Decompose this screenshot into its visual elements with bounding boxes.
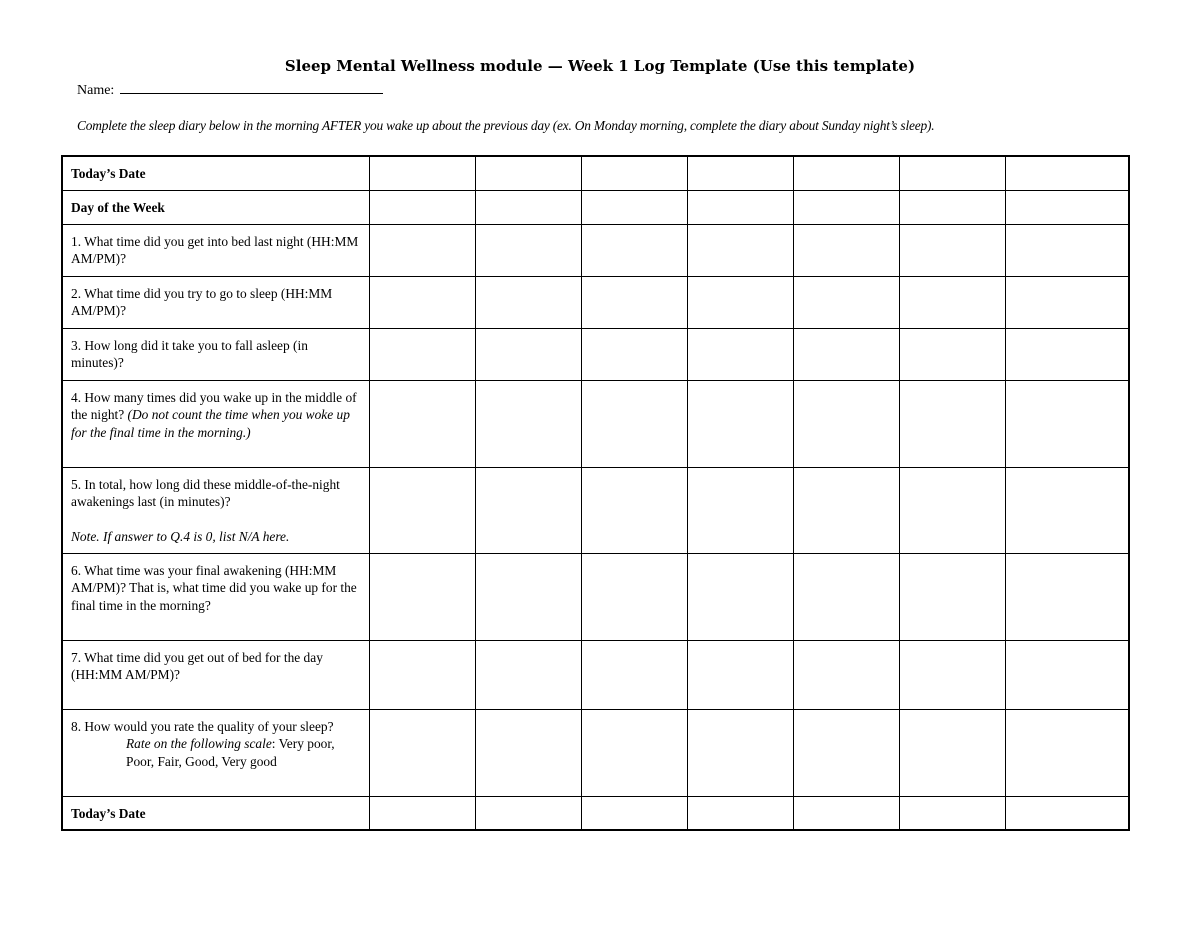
day-cell[interactable] — [688, 467, 794, 553]
day-cell[interactable] — [582, 796, 688, 830]
day-cell[interactable] — [1006, 190, 1130, 224]
day-cell[interactable] — [794, 224, 900, 276]
day-cell[interactable] — [794, 156, 900, 190]
day-cell[interactable] — [688, 640, 794, 709]
row-label-q3: 3. How long did it take you to fall asleep (in minutes)? — [62, 328, 370, 380]
day-cell[interactable] — [476, 380, 582, 467]
day-cell[interactable] — [370, 709, 476, 796]
day-cell[interactable] — [582, 224, 688, 276]
day-cell[interactable] — [370, 224, 476, 276]
row-label-q1: 1. What time did you get into bed last night (HH:MM AM/PM)? — [62, 224, 370, 276]
day-cell[interactable] — [794, 380, 900, 467]
day-cell[interactable] — [476, 276, 582, 328]
row-label-q5 — [62, 467, 370, 553]
day-cell[interactable] — [900, 328, 1006, 380]
table-row-q1 — [62, 224, 1129, 276]
day-cell[interactable] — [688, 553, 794, 640]
day-cell[interactable] — [688, 709, 794, 796]
day-cell[interactable] — [1006, 640, 1130, 709]
day-cell[interactable] — [476, 709, 582, 796]
day-cell[interactable] — [1006, 709, 1130, 796]
name-blank-line[interactable] — [120, 79, 383, 94]
day-cell[interactable] — [900, 156, 1006, 190]
day-cell[interactable] — [370, 190, 476, 224]
day-cell[interactable] — [688, 190, 794, 224]
day-cell[interactable] — [476, 640, 582, 709]
table-row-todays-date-bottom — [62, 796, 1129, 830]
row-label-q8 — [62, 709, 370, 796]
day-cell[interactable] — [476, 156, 582, 190]
day-cell[interactable] — [370, 276, 476, 328]
day-cell[interactable] — [582, 328, 688, 380]
day-cell[interactable] — [900, 640, 1006, 709]
q5-note: Note. If answer to Q.4 is 0, list N/A here. — [71, 528, 290, 544]
page-title: Sleep Mental Wellness module — Week 1 Log Template (Use this template) — [284, 57, 916, 75]
day-cell[interactable] — [582, 553, 688, 640]
day-cell[interactable] — [688, 328, 794, 380]
day-cell[interactable] — [582, 380, 688, 467]
day-cell[interactable] — [900, 224, 1006, 276]
table-row-q8 — [62, 709, 1129, 796]
table-row-day-of-week — [62, 190, 1129, 224]
day-cell[interactable] — [1006, 796, 1130, 830]
day-cell[interactable] — [476, 224, 582, 276]
day-cell[interactable] — [688, 796, 794, 830]
day-cell[interactable] — [794, 190, 900, 224]
day-cell[interactable] — [476, 328, 582, 380]
day-cell[interactable] — [582, 156, 688, 190]
q4-note: (Do not count the time when you woke up for the final time in the morning.) — [71, 407, 350, 440]
q8-scale — [71, 735, 363, 770]
day-cell[interactable] — [688, 276, 794, 328]
row-label-todays-date-bottom: Today’s Date — [62, 796, 370, 830]
day-cell[interactable] — [900, 709, 1006, 796]
day-cell[interactable] — [476, 796, 582, 830]
table-row-q2 — [62, 276, 1129, 328]
day-cell[interactable] — [1006, 328, 1130, 380]
q8-scale-label: Rate on the following scale — [126, 736, 272, 751]
table-row-q4 — [62, 380, 1129, 467]
q8-text: 8. How would you rate the quality of your sleep? — [71, 718, 334, 734]
day-cell[interactable] — [476, 190, 582, 224]
day-cell[interactable] — [476, 467, 582, 553]
row-label-q2: 2. What time did you try to go to sleep (HH:MM AM/PM)? — [62, 276, 370, 328]
day-cell[interactable] — [1006, 276, 1130, 328]
instructions-text: Complete the sleep diary below in the morning AFTER you wake up about the previous day (ex. On Monday morning, complete the diary about Sunday night’s sleep). — [77, 118, 935, 133]
day-cell[interactable] — [900, 796, 1006, 830]
day-cell[interactable] — [370, 640, 476, 709]
day-cell[interactable] — [582, 640, 688, 709]
q4-text: 4. How many times did you wake up in the middle of the night? — [71, 389, 357, 422]
day-cell[interactable] — [476, 553, 582, 640]
day-cell[interactable] — [370, 796, 476, 830]
table-row-q5 — [62, 467, 1129, 553]
day-cell[interactable] — [900, 190, 1006, 224]
day-cell[interactable] — [370, 553, 476, 640]
day-cell[interactable] — [794, 467, 900, 553]
day-cell[interactable] — [1006, 224, 1130, 276]
day-cell[interactable] — [1006, 156, 1130, 190]
row-label-q4 — [62, 380, 370, 467]
name-field-row — [77, 79, 383, 99]
day-cell[interactable] — [370, 467, 476, 553]
day-cell[interactable] — [688, 380, 794, 467]
day-cell[interactable] — [1006, 467, 1130, 553]
day-cell[interactable] — [1006, 553, 1130, 640]
name-label: Name: — [77, 83, 115, 98]
sleep-diary-table — [61, 155, 1130, 831]
q5-text: 5. In total, how long did these middle-of-the-night awakenings last (in minutes)? — [71, 476, 340, 509]
day-cell[interactable] — [900, 467, 1006, 553]
day-cell[interactable] — [370, 380, 476, 467]
day-cell[interactable] — [794, 328, 900, 380]
day-cell[interactable] — [688, 224, 794, 276]
day-cell[interactable] — [582, 276, 688, 328]
row-label-day-of-week: Day of the Week — [62, 190, 370, 224]
row-label-todays-date: Today’s Date — [62, 156, 370, 190]
day-cell[interactable] — [582, 190, 688, 224]
day-cell[interactable] — [794, 553, 900, 640]
day-cell[interactable] — [794, 796, 900, 830]
day-cell[interactable] — [900, 276, 1006, 328]
table-row-todays-date — [62, 156, 1129, 190]
day-cell[interactable] — [688, 156, 794, 190]
q8-scale-values: : Very poor, Poor, Fair, Good, Very good — [126, 736, 335, 769]
day-cell[interactable] — [794, 640, 900, 709]
table-row-q6 — [62, 553, 1129, 640]
day-cell[interactable] — [900, 553, 1006, 640]
row-label-q7: 7. What time did you get out of bed for the day (HH:MM AM/PM)? — [62, 640, 370, 709]
day-cell[interactable] — [900, 380, 1006, 467]
row-label-q6: 6. What time was your final awakening (HH:MM AM/PM)? That is, what time did you wake up for the final time in the morning? — [62, 553, 370, 640]
day-cell[interactable] — [794, 276, 900, 328]
day-cell[interactable] — [582, 467, 688, 553]
day-cell[interactable] — [1006, 380, 1130, 467]
day-cell[interactable] — [370, 156, 476, 190]
table-row-q7 — [62, 640, 1129, 709]
day-cell[interactable] — [582, 709, 688, 796]
day-cell[interactable] — [370, 328, 476, 380]
table-row-q3 — [62, 328, 1129, 380]
day-cell[interactable] — [794, 709, 900, 796]
